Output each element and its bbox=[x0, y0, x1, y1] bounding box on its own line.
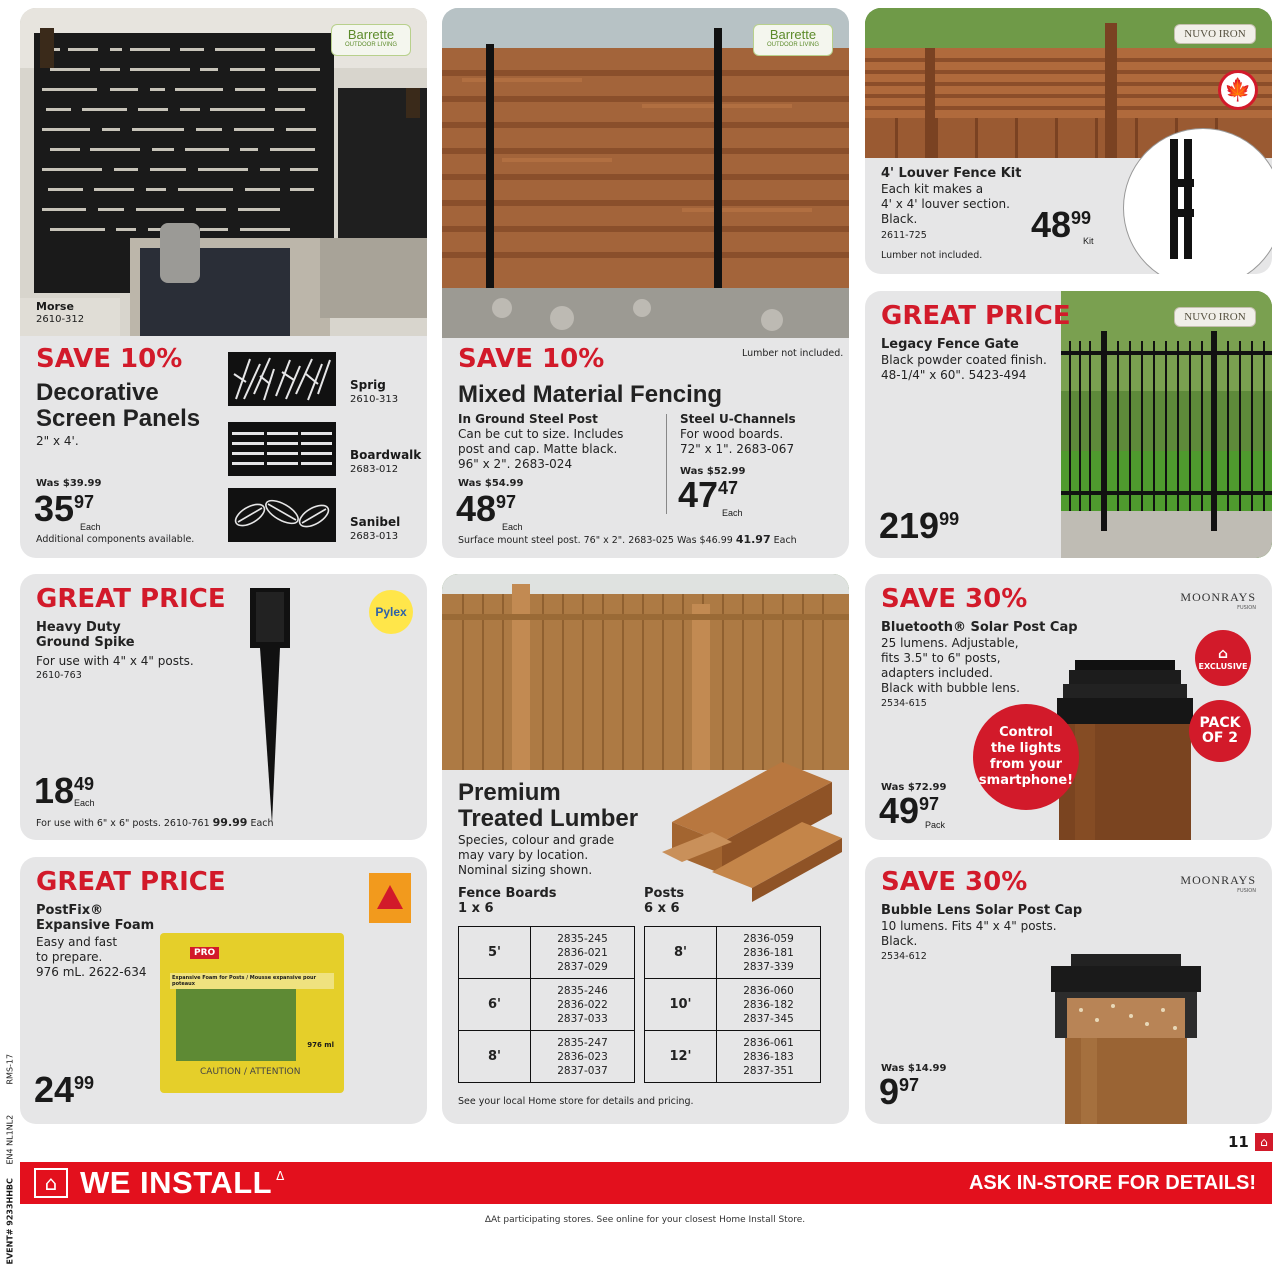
moonrays-logo bbox=[1180, 590, 1256, 611]
codes-cell bbox=[717, 979, 821, 1031]
banner-left bbox=[34, 1165, 284, 1201]
price-dollars: 24 bbox=[34, 1069, 75, 1110]
kit-price bbox=[1031, 204, 1094, 246]
was-price: Was $54.99 bbox=[458, 478, 524, 489]
cap-price bbox=[879, 790, 946, 832]
title-line: Decorative bbox=[36, 379, 159, 406]
card-treated-lumber bbox=[442, 574, 849, 1124]
product-heading bbox=[36, 620, 135, 650]
column-head: Posts bbox=[644, 886, 685, 901]
desc-line: Black. bbox=[881, 212, 918, 226]
install-footnote: ΔAt participating stores. See online for your closest Home Install Store. bbox=[484, 1215, 806, 1225]
post-desc bbox=[458, 427, 623, 472]
product-code: 2610-763 bbox=[36, 670, 82, 681]
table-row bbox=[645, 1031, 821, 1083]
desc-line: Each kit makes a bbox=[881, 182, 984, 196]
channel-heading: Steel U-Channels bbox=[680, 412, 796, 426]
heading-line: Expansive Foam bbox=[36, 918, 155, 933]
heading-line: Heavy Duty bbox=[36, 620, 121, 635]
price-cents: 49 bbox=[74, 774, 95, 794]
we-install-banner bbox=[20, 1162, 1272, 1204]
home-hardware-icon: ⌂ bbox=[34, 1168, 68, 1198]
table-row bbox=[645, 979, 821, 1031]
sprig-pattern bbox=[228, 352, 336, 406]
code: 2836-061 bbox=[743, 1036, 794, 1049]
card-bluetooth-post-cap bbox=[865, 574, 1272, 840]
price-unit: Each bbox=[74, 798, 95, 808]
price-dollars: 47 bbox=[678, 474, 719, 515]
channel-desc bbox=[680, 427, 794, 457]
package-volume: 976 ml bbox=[307, 1041, 334, 1049]
pack-line: OF 2 bbox=[1201, 730, 1239, 746]
title-line: Premium bbox=[458, 779, 561, 806]
product-desc bbox=[458, 833, 614, 878]
footer-unit: Each bbox=[247, 818, 274, 829]
post-price bbox=[456, 488, 523, 532]
fencing-photo bbox=[442, 8, 849, 338]
column-sub: 1 x 6 bbox=[458, 901, 494, 916]
control-line: Control bbox=[999, 725, 1053, 740]
desc-line: Black with bubble lens. bbox=[881, 681, 1020, 695]
pattern-name: Sprig bbox=[350, 378, 386, 392]
footer-unit: Each bbox=[770, 535, 797, 546]
sale-price bbox=[34, 488, 101, 532]
page-number-text: 11 bbox=[1228, 1133, 1249, 1151]
product-heading: Legacy Fence Gate bbox=[881, 337, 1019, 352]
sika-logo bbox=[369, 873, 411, 923]
nuvo-iron-logo: NUVO IRON bbox=[1174, 307, 1256, 327]
barrette-sub: OUTDOOR LIVING bbox=[344, 42, 397, 48]
product-code: 2534-612 bbox=[881, 951, 927, 962]
heading-line: PostFix® bbox=[36, 903, 104, 918]
great-price-badge: GREAT PRICE bbox=[36, 584, 226, 614]
surface-mount-note bbox=[458, 533, 797, 546]
product-heading: Bubble Lens Solar Post Cap bbox=[881, 903, 1083, 918]
control-line: the lights bbox=[990, 741, 1062, 756]
codes-cell bbox=[717, 927, 821, 979]
barrette-logo bbox=[331, 24, 411, 56]
posts-heading bbox=[644, 886, 684, 916]
price-unit: Kit bbox=[1083, 236, 1094, 246]
price-dollars: 18 bbox=[34, 770, 75, 811]
lumber-note: Lumber not included. bbox=[742, 348, 844, 359]
side-code: EVENT# 9233HHBC bbox=[5, 1178, 15, 1265]
side-code: RMS-17 bbox=[5, 1053, 15, 1085]
price-cents: 99 bbox=[74, 1073, 95, 1093]
save-badge: SAVE 10% bbox=[458, 344, 605, 374]
banner-right: ASK IN-STORE FOR DETAILS! bbox=[968, 1171, 1256, 1194]
postfix-package bbox=[160, 933, 344, 1093]
card-postfix-foam bbox=[20, 857, 427, 1124]
bracket-icon bbox=[1124, 129, 1272, 274]
heading-line: Ground Spike bbox=[36, 635, 135, 650]
desc-line: Black. bbox=[881, 934, 918, 948]
gate-price bbox=[879, 505, 959, 547]
desc-line: adapters included. bbox=[881, 666, 993, 680]
side-code: EN4 NL1NL2 bbox=[5, 1114, 15, 1165]
code: 2837-029 bbox=[557, 960, 608, 973]
code: 2836-181 bbox=[743, 946, 794, 959]
pattern-name: Sanibel bbox=[350, 515, 401, 529]
desc-line: Easy and fast bbox=[36, 935, 118, 949]
table-row bbox=[459, 979, 635, 1031]
product-title bbox=[458, 780, 638, 832]
card-louver-kit bbox=[865, 8, 1272, 274]
package-brand: PRO bbox=[190, 947, 219, 959]
moonrays-sub: FUSION bbox=[1237, 888, 1256, 894]
pattern-code: 2683-012 bbox=[350, 464, 399, 475]
product-desc bbox=[881, 636, 1020, 696]
pack-badge bbox=[1189, 700, 1251, 762]
side-codes bbox=[0, 1030, 18, 1265]
sika-icon bbox=[375, 883, 405, 913]
gate-photo bbox=[1061, 291, 1272, 558]
title-line: Screen Panels bbox=[36, 405, 201, 432]
desc-line: Black powder coated finish. bbox=[881, 353, 1047, 367]
nuvo-iron-logo: NUVO IRON bbox=[1174, 24, 1256, 44]
desc-line: 96" x 2". 2683-024 bbox=[458, 457, 573, 471]
desc-line: 48-1/4" x 60". 5423-494 bbox=[881, 368, 1027, 382]
price-unit: Each bbox=[502, 522, 523, 532]
price-unit: Each bbox=[722, 508, 743, 518]
card-screen-panels bbox=[20, 8, 427, 558]
barrette-brand: Barrette bbox=[769, 27, 817, 42]
pattern-code: 2610-313 bbox=[350, 394, 399, 405]
six-inch-note bbox=[36, 816, 274, 829]
product-desc: For use with 4" x 4" posts. bbox=[36, 654, 194, 668]
lumber-note: Lumber not included. bbox=[881, 250, 983, 261]
codes-cell bbox=[531, 979, 635, 1031]
price-cents: 47 bbox=[718, 478, 739, 498]
size-cell: 10' bbox=[645, 979, 717, 1031]
price-cents: 97 bbox=[899, 1075, 920, 1095]
desc-line: to prepare. bbox=[36, 950, 103, 964]
desc-line: 10 lumens. Fits 4" x 4" posts. bbox=[881, 919, 1057, 933]
save-badge: SAVE 10% bbox=[36, 344, 183, 374]
code: 2836-182 bbox=[743, 998, 794, 1011]
code: 2837-345 bbox=[743, 1012, 794, 1025]
great-price-badge: GREAT PRICE bbox=[36, 867, 226, 897]
column-head: Fence Boards bbox=[458, 886, 557, 901]
price-dollars: 48 bbox=[456, 488, 497, 529]
pattern-name: Boardwalk bbox=[350, 448, 422, 462]
codes-cell bbox=[531, 1031, 635, 1083]
photo-code: 2610-312 bbox=[36, 314, 85, 325]
code: 2837-351 bbox=[743, 1064, 794, 1077]
table-row bbox=[459, 1031, 635, 1083]
sanibel-pattern bbox=[228, 488, 336, 542]
gate-image bbox=[1061, 291, 1272, 558]
size-cell: 8' bbox=[459, 1031, 531, 1083]
footer-price: 41.97 bbox=[735, 533, 771, 546]
card-mixed-fencing bbox=[442, 8, 849, 558]
price-cents: 97 bbox=[74, 492, 95, 512]
price-cents: 99 bbox=[939, 509, 960, 529]
table-row bbox=[459, 927, 635, 979]
card-ground-spike bbox=[20, 574, 427, 840]
was-price: Was $39.99 bbox=[36, 478, 102, 489]
pricing-note: See your local Home store for details and pricing. bbox=[458, 1096, 694, 1107]
product-desc bbox=[881, 353, 1047, 383]
code: 2836-021 bbox=[557, 946, 608, 959]
components-note: Additional components available. bbox=[36, 534, 195, 545]
desc-line: 25 lumens. Adjustable, bbox=[881, 636, 1019, 650]
desc-line: may vary by location. bbox=[458, 848, 589, 862]
boards-heading bbox=[458, 886, 557, 916]
moonrays-sub: FUSION bbox=[1237, 605, 1256, 611]
moonrays-logo bbox=[1180, 873, 1256, 894]
size-cell: 12' bbox=[645, 1031, 717, 1083]
fencing-image bbox=[442, 8, 849, 338]
screen-panel-photo bbox=[20, 8, 427, 336]
code: 2837-339 bbox=[743, 960, 794, 973]
barrette-logo bbox=[753, 24, 833, 56]
product-code: 2611-725 bbox=[881, 230, 927, 241]
save-badge: SAVE 30% bbox=[881, 867, 1028, 897]
canada-maple-icon: 🍁 bbox=[1218, 70, 1258, 110]
home-hardware-icon: ⌂ bbox=[1217, 645, 1229, 662]
size-cell: 5' bbox=[459, 927, 531, 979]
price-dollars: 9 bbox=[879, 1071, 900, 1112]
photo-label: Morse bbox=[36, 300, 74, 313]
desc-line: For wood boards. bbox=[680, 427, 784, 441]
desc-line: Species, colour and grade bbox=[458, 833, 615, 847]
great-price-badge: GREAT PRICE bbox=[881, 301, 1071, 331]
product-code: 976 mL. 2622-634 bbox=[36, 965, 147, 979]
codes-cell bbox=[717, 1031, 821, 1083]
pattern-code: 2683-013 bbox=[350, 531, 399, 542]
boards-table bbox=[458, 926, 635, 1083]
package-photo bbox=[176, 989, 296, 1061]
exclusive-text: EXCLUSIVE bbox=[1198, 661, 1248, 671]
boardwalk-pattern bbox=[228, 422, 336, 476]
product-code: 2534-615 bbox=[881, 698, 927, 709]
exclusive-badge bbox=[1195, 630, 1251, 686]
posts-table bbox=[644, 926, 821, 1083]
code: 2835-246 bbox=[557, 984, 608, 997]
price-cents: 97 bbox=[919, 794, 940, 814]
title-line: Treated Lumber bbox=[458, 805, 639, 832]
was-price: Was $14.99 bbox=[881, 1063, 947, 1074]
product-heading: Bluetooth® Solar Post Cap bbox=[881, 620, 1078, 635]
code: 2836-183 bbox=[743, 1050, 794, 1063]
save-badge: SAVE 30% bbox=[881, 584, 1028, 614]
package-line: Expansive Foam for Posts / Mousse expansive pour poteaux bbox=[170, 973, 334, 989]
product-heading: 4' Louver Fence Kit bbox=[881, 166, 1022, 181]
channel-price bbox=[678, 474, 743, 518]
size-cell: 8' bbox=[645, 927, 717, 979]
was-price: Was $52.99 bbox=[680, 466, 746, 477]
moonrays-brand: MOONRAYS bbox=[1180, 590, 1256, 604]
ground-spike-image bbox=[244, 588, 304, 828]
desc-line: post and cap. Matte black. bbox=[458, 442, 618, 456]
price-dollars: 48 bbox=[1031, 204, 1072, 245]
product-desc bbox=[881, 919, 1057, 949]
product-desc bbox=[881, 182, 1010, 227]
column-sub: 6 x 6 bbox=[644, 901, 680, 916]
code: 2836-022 bbox=[557, 998, 608, 1011]
footer-text: Surface mount steel post. 76" x 2". 2683-025 Was $46.99 bbox=[458, 535, 736, 546]
code: 2837-037 bbox=[557, 1064, 608, 1077]
page-number bbox=[1228, 1133, 1273, 1151]
barrette-brand: Barrette bbox=[347, 27, 395, 42]
louver-hardware-circle bbox=[1123, 128, 1272, 274]
product-title bbox=[36, 380, 200, 432]
footer-text: For use with 6" x 6" posts. 2610-761 bbox=[36, 818, 213, 829]
bubble-cap-image bbox=[1041, 954, 1211, 1124]
code: 2836-060 bbox=[743, 984, 794, 997]
code: 2836-023 bbox=[557, 1050, 608, 1063]
cap-price bbox=[879, 1071, 919, 1113]
price-dollars: 219 bbox=[879, 505, 940, 546]
desc-line: fits 3.5" to 6" posts, bbox=[881, 651, 1001, 665]
control-line: smartphone! bbox=[978, 773, 1074, 788]
desc-line: 72" x 1". 2683-067 bbox=[680, 442, 795, 456]
lumber-fence-photo bbox=[442, 574, 849, 770]
we-install-text: WE INSTALL bbox=[80, 1165, 273, 1200]
code: 2837-033 bbox=[557, 1012, 608, 1025]
package-caution: CAUTION / ATTENTION bbox=[200, 1067, 301, 1077]
desc-line: 4' x 4' louver section. bbox=[881, 197, 1010, 211]
moonrays-brand: MOONRAYS bbox=[1180, 873, 1256, 887]
product-heading bbox=[36, 903, 154, 933]
pack-line: PACK bbox=[1199, 715, 1241, 731]
price-unit: Each bbox=[80, 522, 101, 532]
card-bubble-post-cap bbox=[865, 857, 1272, 1124]
code: 2835-247 bbox=[557, 1036, 608, 1049]
smartphone-badge bbox=[973, 704, 1079, 810]
screen-panel-image bbox=[20, 8, 427, 336]
control-line: from your bbox=[989, 757, 1063, 772]
desc-line: Nominal sizing shown. bbox=[458, 863, 593, 877]
code: 2836-059 bbox=[743, 932, 794, 945]
install-footnote-mark: Δ bbox=[276, 1169, 285, 1183]
barrette-sub: OUTDOOR LIVING bbox=[766, 42, 819, 48]
product-title: Mixed Material Fencing bbox=[458, 381, 723, 408]
was-price: Was $72.99 bbox=[881, 782, 947, 793]
price-unit: Pack bbox=[925, 820, 946, 830]
foam-price bbox=[34, 1069, 94, 1111]
price-cents: 97 bbox=[496, 492, 517, 512]
spike-price bbox=[34, 770, 94, 812]
price-dollars: 49 bbox=[879, 790, 920, 831]
desc-line: Can be cut to size. Includes bbox=[458, 427, 624, 441]
price-dollars: 35 bbox=[34, 488, 75, 529]
lumber-fence-image bbox=[442, 574, 849, 770]
size-cell: 6' bbox=[459, 979, 531, 1031]
column-divider bbox=[666, 414, 667, 514]
post-heading: In Ground Steel Post bbox=[458, 412, 598, 426]
home-hardware-icon: ⌂ bbox=[1255, 1133, 1273, 1151]
footer-price: 99.99 bbox=[212, 816, 248, 829]
codes-cell bbox=[531, 927, 635, 979]
product-size: 2" x 4'. bbox=[36, 434, 79, 448]
card-fence-gate bbox=[865, 291, 1272, 558]
price-cents: 99 bbox=[1071, 208, 1092, 228]
product-desc bbox=[36, 935, 117, 965]
table-row bbox=[645, 927, 821, 979]
code: 2835-245 bbox=[557, 932, 608, 945]
pylex-logo: Pylex bbox=[369, 590, 413, 634]
